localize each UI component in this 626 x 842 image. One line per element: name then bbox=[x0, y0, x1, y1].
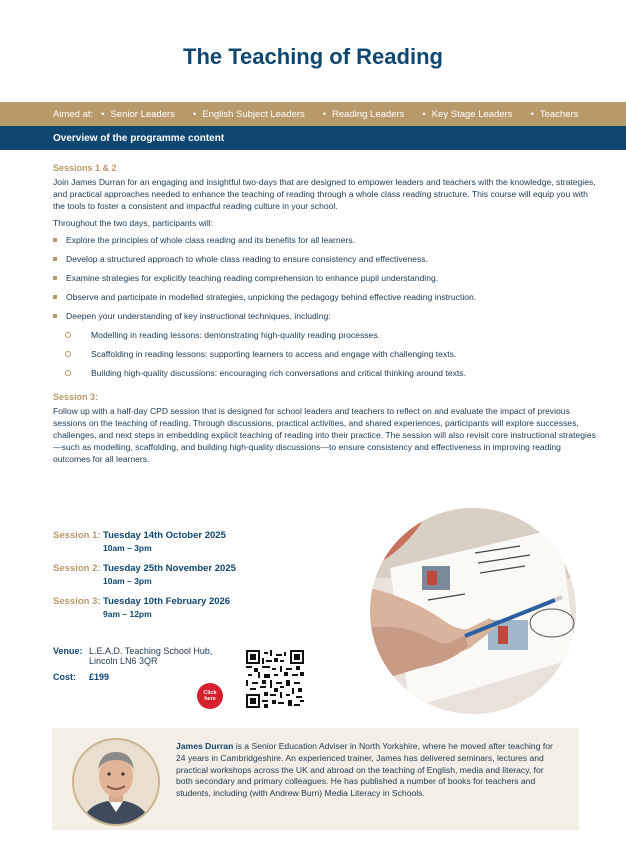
sessions-1-2-intro: Join James Durran for an engaging and insightful two-days that are designed to empower leaders and teachers with the knowledge, strategies, and practical approaches needed to enhance the teaching of reading through a whole class reading structure. This course will equip you with the tools to foster a consistent and impactful reading culture in your school. bbox=[53, 177, 596, 211]
audience-item: • Key Stage Leaders bbox=[422, 109, 512, 120]
session-date-row bbox=[53, 596, 313, 619]
techniques-list bbox=[53, 329, 599, 379]
session-date-row bbox=[53, 563, 313, 586]
sub-list-item: Scaffolding in reading lessons: supporting learners to access and engage with challenging texts. bbox=[65, 348, 599, 360]
session-time: 10am – 3pm bbox=[103, 576, 152, 586]
audience-bar bbox=[0, 102, 626, 126]
venue-info bbox=[53, 646, 212, 688]
sessions-1-2-heading: Sessions 1 & 2 bbox=[53, 163, 117, 173]
sub-list-item: Modelling in reading lessons: demonstrating high-quality reading processes. bbox=[65, 329, 599, 341]
bio-description: is a Senior Education Adviser in North Yorkshire, where he moved after teaching for 24 years in Cambridgeshire. An experienced trainer, James has delivered seminars, lectures and practical workshops across the UK and abroad on the teaching of English, media and literacy, for both secondary and primary colleagues. He has published a number of books for teachers and students, including (with Andrew Burn) Media Literacy in Schools. bbox=[176, 741, 553, 799]
session-date: Tuesday 25th November 2025 bbox=[103, 563, 236, 574]
audience-item: • English Subject Leaders bbox=[193, 109, 305, 120]
venue-line: L.E.A.D. Teaching School Hub, bbox=[89, 646, 213, 656]
session-date: Tuesday 14th October 2025 bbox=[103, 530, 226, 541]
trainer-bio bbox=[52, 728, 579, 830]
objectives-list bbox=[53, 234, 599, 322]
list-item: Observe and participate in modelled strategies, unpicking the pedagogy behind effective reading instruction. bbox=[53, 291, 599, 303]
session-dates bbox=[53, 530, 313, 629]
click-here-line: Click bbox=[203, 690, 217, 696]
session-label: Session 1: bbox=[53, 530, 101, 541]
session-date-row bbox=[53, 530, 313, 553]
audience-label: Aimed at: bbox=[53, 108, 94, 120]
session-3-heading: Session 3: bbox=[53, 392, 99, 402]
cost-label: Cost: bbox=[53, 672, 76, 682]
reading-photo bbox=[370, 508, 576, 714]
click-here-line: here bbox=[204, 696, 216, 702]
overview-heading: Overview of the programme content bbox=[53, 132, 225, 144]
audience-item: • Reading Leaders bbox=[323, 109, 405, 120]
list-item: Develop a structured approach to whole class reading to ensure consistency and effectiveness. bbox=[53, 253, 599, 265]
page-title: The Teaching of Reading bbox=[183, 44, 443, 69]
list-item: Explore the principles of whole class reading and its benefits for all learners. bbox=[53, 234, 599, 246]
session-date: Tuesday 10th February 2026 bbox=[103, 596, 231, 607]
audience-item: • Senior Leaders bbox=[101, 109, 175, 120]
trainer-name: James Durran bbox=[176, 741, 234, 751]
session-time: 10am – 3pm bbox=[103, 543, 152, 553]
venue-label: Venue: bbox=[53, 646, 83, 656]
bio-text bbox=[176, 741, 556, 800]
list-item: Examine strategies for explicitly teaching reading comprehension to enhance pupil understanding. bbox=[53, 272, 599, 284]
session-3-text: Follow up with a half-day CPD session that is designed for school leaders and teachers to reflect on and evaluate the impact of previous sessions on the teaching of reading. Through discussions, practical activities, and shared experiences, participants will explore successes, challenges, and next steps in embedding explicit teaching of reading into their practice. The session will also revisit core instructional strategies—such as modelling, scaffolding, and building high-quality discussions—to ensure consistency and effectiveness in improving reading outcomes for all learners. bbox=[53, 406, 596, 464]
session-time: 9am – 12pm bbox=[103, 609, 152, 619]
venue-line: Lincoln LN6 3QR bbox=[89, 656, 158, 666]
cost-value: £199 bbox=[89, 672, 110, 682]
list-item: Deepen your understanding of key instructional techniques, including: bbox=[53, 310, 599, 322]
audience-item: • Teachers bbox=[531, 109, 579, 120]
qr-code[interactable] bbox=[246, 650, 304, 708]
overview-bar bbox=[0, 126, 626, 150]
session-label: Session 2: bbox=[53, 563, 101, 574]
sessions-1-2-lead: Throughout the two days, participants will: bbox=[53, 218, 214, 228]
sub-list-item: Building high-quality discussions: encouraging rich conversations and critical thinking around texts. bbox=[65, 367, 599, 379]
click-here-button[interactable] bbox=[197, 683, 223, 709]
trainer-avatar bbox=[72, 738, 160, 826]
session-label: Session 3: bbox=[53, 596, 101, 607]
programme-content bbox=[53, 158, 599, 470]
